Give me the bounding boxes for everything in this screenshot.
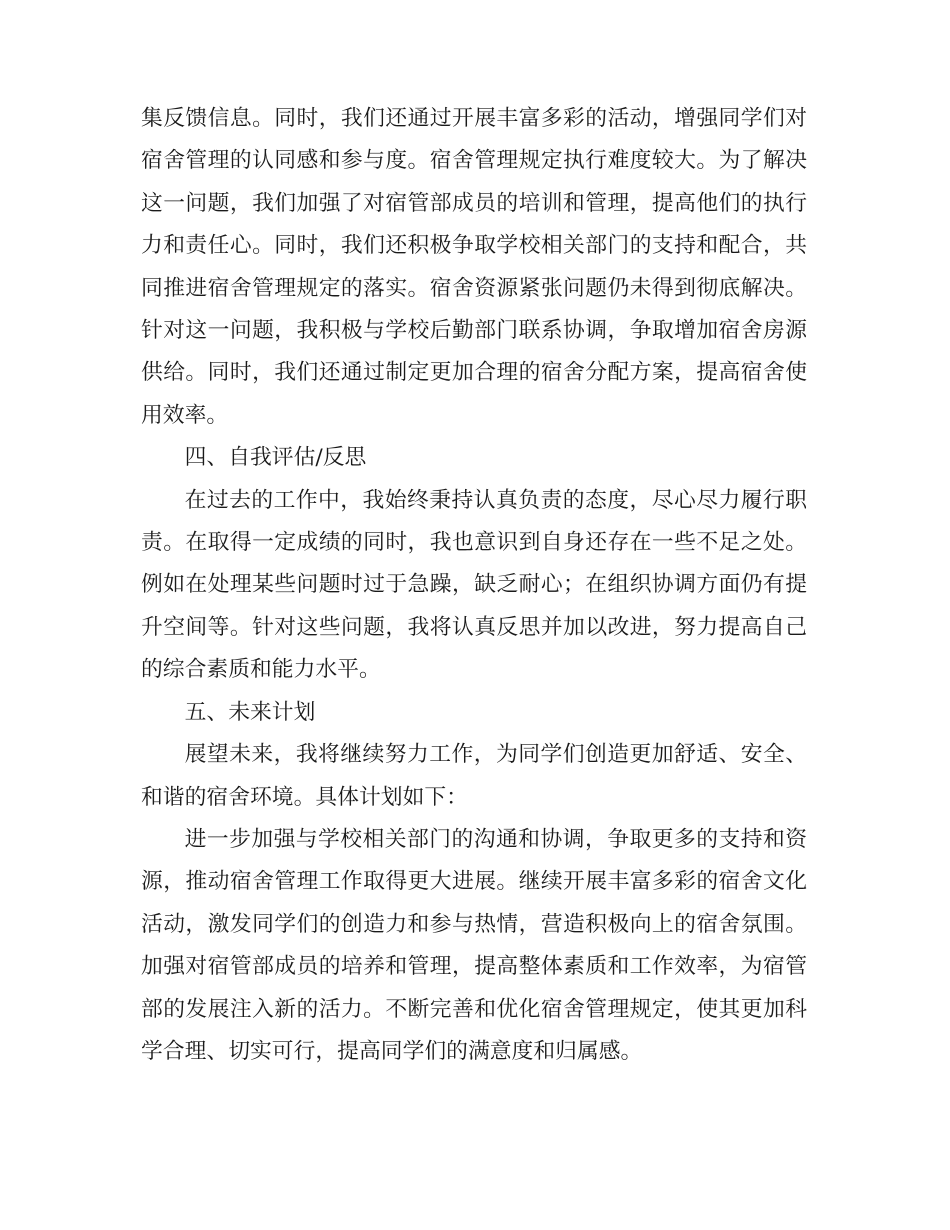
paragraph-self-assessment: 在过去的工作中，我始终秉持认真负责的态度，尽心尽力履行职责。在取得一定成绩的同时，我也意识到自身还存在一些不足之处。例如在处理某些问题时过于急躁，缺乏耐心；在组织协调方面仍有提升空间等。针对这些问题，我将认真反思并加以改进，努力提高自己的综合素质和能力水平。 (141, 487, 807, 683)
paragraph-future-outlook: 展望未来，我将继续努力工作，为同学们创造更加舒适、安全、和谐的宿舍环境。具体计划如下： (141, 742, 807, 810)
section-heading-self-assessment: 四、自我评估/反思 (184, 445, 367, 471)
document-body (141, 98, 807, 1073)
section-heading-future-plan: 五、未来计划 (184, 699, 316, 725)
paragraph-future-plan-details: 进一步加强与学校相关部门的沟通和协调，争取更多的支持和资源，推动宿舍管理工作取得更大进展。继续开展丰富多彩的宿舍文化活动，激发同学们的创造力和参与热情，营造积极向上的宿舍氛围。加强对宿管部成员的培养和管理，提高整体素质和工作效率，为宿管部的发展注入新的活力。不断完善和优化宿舍管理规定，使其更加科学合理、切实可行，提高同学们的满意度和归属感。 (141, 826, 807, 1064)
paragraph-feedback-continued: 集反馈信息。同时，我们还通过开展丰富多彩的活动，增强同学们对宿舍管理的认同感和参与度。宿舍管理规定执行难度较大。为了解决这一问题，我们加强了对宿管部成员的培训和管理，提高他们的执行力和责任心。同时，我们还积极争取学校相关部门的支持和配合，共同推进宿舍管理规定的落实。宿舍资源紧张问题仍未得到彻底解决。针对这一问题，我积极与学校后勤部门联系协调，争取增加宿舍房源供给。同时，我们还通过制定更加合理的宿舍分配方案，提高宿舍使用效率。 (141, 106, 807, 428)
